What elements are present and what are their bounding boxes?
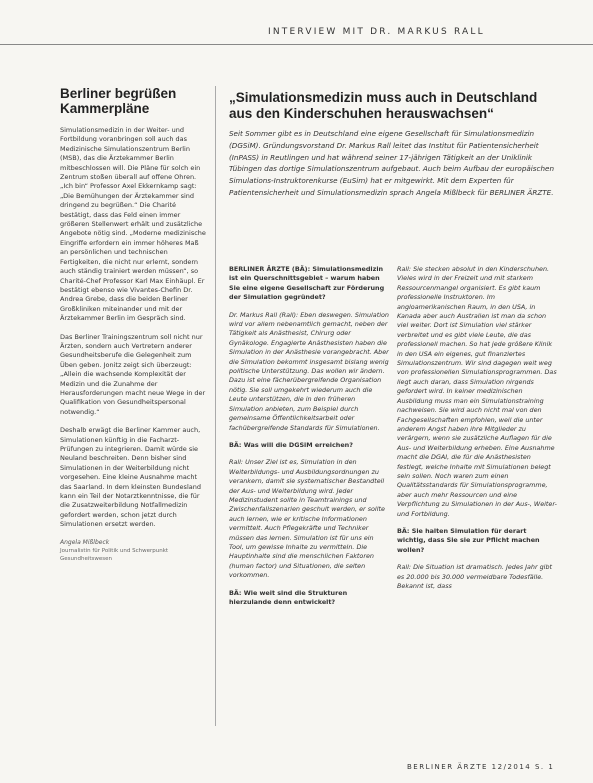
interview-question: BÄ: Wie weit sind die Strukturen hierzulande denn entwickelt? [229, 588, 348, 606]
article-title: „Simulationsmedizin muss auch in Deutschland aus den Kinderschuhen herauswachsen“ [229, 90, 538, 121]
sidebar-paragraph: Deshalb erwägt die Berliner Kammer auch, Simulationen künftig in die Facharzt-Prüfungen zu integrieren. Damit würde sie Neuland beschreiten. Denn bisher sind Simulationen in der Weiterbildung nicht vorgesehen. Eine kleine Ausnahme macht das Saarland. In dem kleinsten Bundesland kann ein Teil der Notarztkenntnisse, die für die Zusatzweiterbildung Notfallmedizin gefordert werden, schon jetzt durch Simulationen ersetzt werden. [60, 426, 201, 529]
interview-answer: Rall: Die Situation ist dramatisch. Jedes Jahr gibt es 20.000 bis 30.000 vermeidbare Todesfälle. Bekannt ist, dass [397, 563, 553, 590]
interview-answer: Dr. Markus Rall (Rall): Eben deswegen. Simulation wird vor allem nebenamtlich gemacht, neben der Tätigkeit als Anästhesist, Chirurg oder Gynäkologe. Engagierte Anästhesisten haben die Simulation in der Anästhesie vorangebracht. Aber die Simulation bekommt insgesamt bislang wenig politische Unterstützung. Das wollen wir ändern. Dazu ist eine fächerübergreifende Organisation nötig. Sie soll umgekehrt wiederum auch die Leute unterstützen, die in den früheren Simulation anbieten, zum Beispiel durch gemeinsame Öffentlichkeitsarbeit oder fachübergreifende Standards für Simulationen. [229, 310, 389, 432]
column-divider [215, 86, 216, 726]
page-footer: BERLINER ÄRZTE 12/2014 S. 1 [407, 763, 555, 771]
article-column-left [229, 265, 389, 615]
interview-answer: Rall: Unser Ziel ist es, Simulation in den Weiterbildungs- und Ausbildungsordnungen zu verankern, damit sie systematischer Bestandteil der Aus- und Weiterbildung wird. Jeder Medizinstudent sollte in Teamtrainings und Zwischenfallszenarien geschult werden, er sollte auch lernen, wie er kritische Informationen vermittelt. Auch Pflegekräfte und Techniker müssen das lernen. Simulation ist für uns ein Tool, um gewisse Inhalte zu vermitteln. Die Hauptinhalte sind die menschlichen Faktoren (human factor) und Situationen, die selten vorkommen. [229, 458, 385, 580]
interview-answer: Rall: Sie stecken absolut in den Kinderschuhen. Vieles wird in der Freizeit und mit starkem Ressourcenmangel organisiert. Es gibt kaum professionelle Instruktoren. Im angloamerikanischen Raum, in den USA, in Kanada aber auch Australien ist man da schon viel weiter. Dort ist Simulation viel stärker verbreitet und es gibt viele Leute, die das professionell machen. So hat jede größere Klinik in den USA ein eigenes, gut finanziertes Simulationszentrum. Wir sind dagegen weit weg von professionellen Simulationsprogrammen. Das liegt auch daran, dass Simulation nirgends gefordert wird. In keiner medizinischen Ausbildung muss man ein Simulationstraining nachweisen. Sie wird auch nicht mal von den Fachgesellschaften empfohlen, weil die unter anderem Angst haben ihre Mitglieder zu verärgern, wenn sie zusätzliche Auflagen für die Aus- und Weiterbildung erheben. Eine Ausnahme macht die DGAI, die für die Anästhesisten festlegt, welche Inhalte mit Simulationen belegt sein sollen. Noch waren zum einen Qualitätsstandards für Simulationsprogramme, aber auch mehr Ressourcen und eine Verpflichtung zu Simulationen in der Aus-, Weiter- und Fortbildung. [397, 265, 557, 518]
article-intro: Seit Sommer gibt es in Deutschland eine eigene Gesellschaft für Simulationsmedizin (DGSiM). Gründungsvorstand Dr. Markus Rall leitet das Institut für Patientensicherheit (InPASS) in Reutlingen und hat während seiner 17-jährigen Tätigkeit an der Uniklinik Tübingen das dortige Simulationszentrum aufgebaut. Auch beim Aufbau der europäischen Simulations-Instruktorenkurse (EuSim) hat er mitgewirkt. Mit dem Experten für Patientensicherheit und Simulationsmedizin sprach Angela Mißlbeck für BERLINER ÄRZTE. [229, 129, 555, 197]
sidebar-affiliation: Journalistin für Politik und Schwerpunkt Gesundheitswesen [60, 547, 169, 562]
sidebar-author: Angela Mißlbeck [60, 538, 110, 546]
article-column-right [397, 265, 557, 599]
interview-question: BÄ: Sie halten Simulation für derart wichtig, dass Sie sie zur Pflicht machen wollen? [397, 526, 540, 554]
interview-question: BÄ: Was will die DGSiM erreichen? [229, 440, 353, 449]
sidebar-paragraph: Das Berliner Trainingszentrum soll nicht nur Ärzten, sondern auch Vertretern anderer Gesundheitsberufe die Gelegenheit zum Üben geben. Jonitz zeigt sich überzeugt: „Allein die wachsende Komplexität der Medizin und die Zunahme der Herausforderungen macht neue Wege in der Qualifikation von Gesundheitspersonal notwendig.“ [60, 332, 206, 416]
header-rule [0, 44, 593, 45]
sidebar-title: Berliner begrüßen Kammerpläne [60, 86, 177, 116]
sidebar-box [60, 86, 206, 563]
interview-question: BERLINER ÄRZTE (BÄ): Simulationsmedizin ist ein Querschnittsgebiet – warum haben Sie eine eigene Gesellschaft zur Förderung der Simulation gegründet? [229, 265, 385, 302]
running-header: INTERVIEW MIT DR. MARKUS RALL [268, 27, 485, 37]
sidebar-paragraph: Simulationsmedizin in der Weiter- und Fortbildung voranbringen soll auch das Medizinische Simulationszentrum Berlin (MSB), das die Ärztekammer Berlin mitbeschlossen will. Die Pläne für solch ein Zentrum stoßen überall auf offene Ohren. „Ich bin“ Professor Axel Ekkernkamp sagt: „Die Bemühungen der Ärztekammer sind dringend zu begrüßen.“ Die Charité bestätigt, dass das Feld einen immer größeren Stellenwert erhält und zusätzliche Angebote nötig sind. „Moderne medizinische Eingriffe erfordern ein immer höheres Maß an persönlichen und technischen Fertigkeiten, die nicht nur erlernt, sondern auch ständig trainiert werden müssen“, so Charité-Chef Professor Karl Max Einhäupl. Er bestätigt ebenso wie Vivantes-Chefin Dr. Andrea Grebe, dass die beiden Berliner Großkliniken miteinander und mit der Ärztekammer Berlin im Gespräch sind. [60, 126, 206, 323]
